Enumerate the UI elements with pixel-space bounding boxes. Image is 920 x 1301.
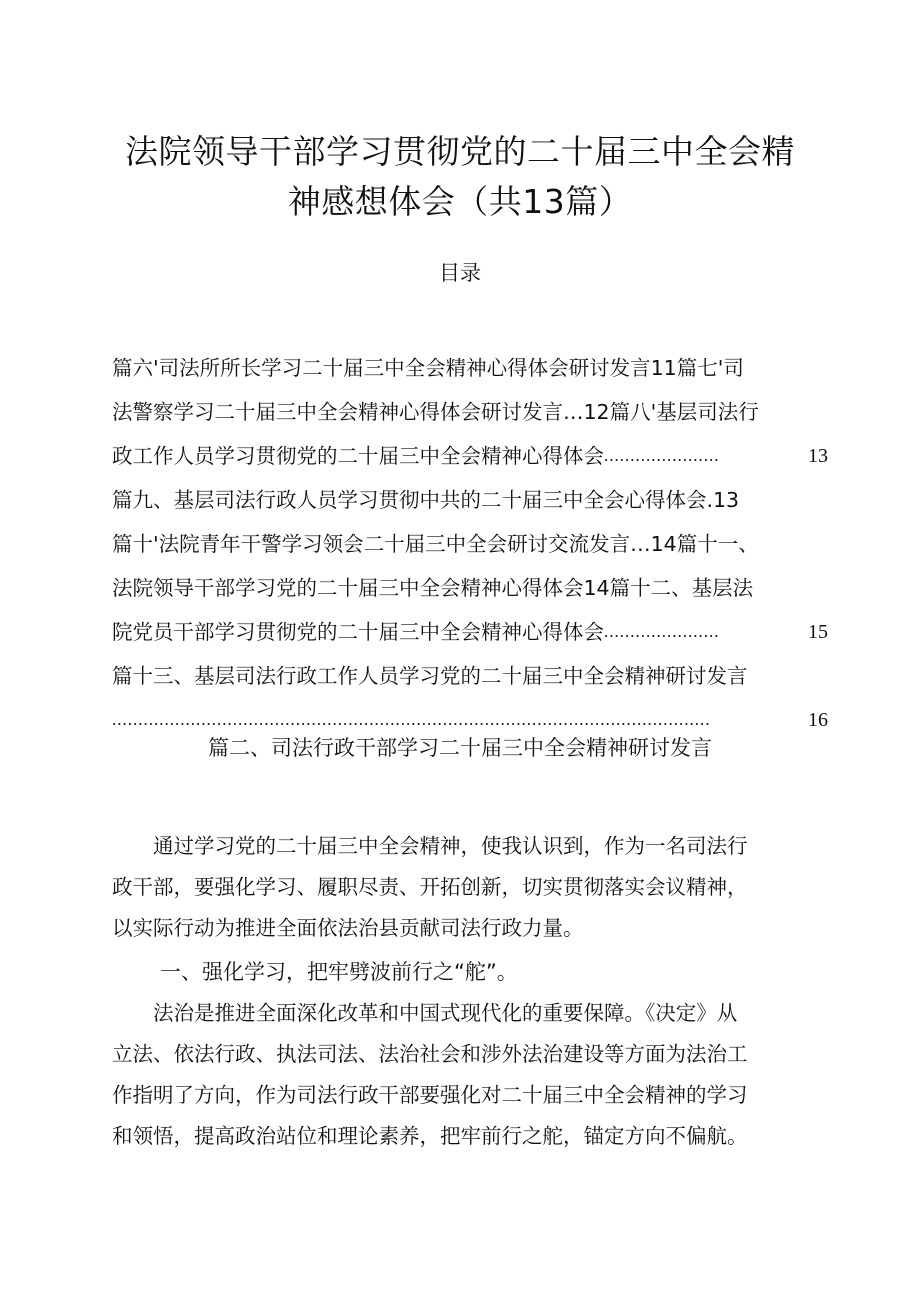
toc-dot-leader: ......................: [604, 446, 720, 465]
toc-line: [112, 522, 828, 566]
toc-line-text: 法警察学习二十届三中全会精神心得体会研讨发言…12篇八'基层司法行: [112, 400, 759, 424]
toc-line: [112, 478, 828, 522]
paragraph-line: 和领悟，提高政治站位和理论素养，把牢前行之舵，锚定方向不偏航。: [112, 1124, 748, 1148]
document-title-line-1: 法院领导干部学习贯彻党的二十届三中全会精: [125, 132, 795, 171]
table-of-contents: [112, 346, 828, 742]
toc-line-text: 篇十'法院青年干警学习领会二十届三中全会研讨交流发言…14篇十一、: [112, 532, 759, 556]
toc-line: [112, 434, 828, 478]
sub-heading: 一、强化学习，把牢劈波前行之“舵”。: [160, 960, 518, 984]
paragraph-intro: [112, 826, 834, 949]
toc-line: [112, 390, 828, 434]
toc-line-text: 篇九、基层司法行政人员学习贯彻中共的二十届三中全会心得体会.13: [112, 488, 740, 512]
paragraph-line: 以实际行动为推进全面依法治县贡献司法行政力量。: [112, 916, 584, 940]
toc-line-text: 篇十三、基层司法行政工作人员学习党的二十届三中全会精神研讨发言: [112, 664, 748, 688]
paragraph-line: 作指明了方向，作为司法行政干部要强化对二十届三中全会精神的学习: [112, 1083, 748, 1107]
toc-page-number: 13: [808, 445, 828, 467]
paragraph-line: 立法、依法行政、执法司法、法治社会和涉外法治建设等方面为法治工: [112, 1042, 748, 1066]
toc-line-text: 政工作人员学习贯彻党的二十届三中全会精神心得体会: [112, 444, 604, 468]
paragraph-line: 法治是推进全面深化改革和中国式现代化的重要保障。《决定》从: [153, 1001, 738, 1025]
toc-line: [112, 610, 828, 654]
document-title-line-2: 神感想体会（共13篇）: [287, 182, 633, 221]
toc-line-text: 院党员干部学习贯彻党的二十届三中全会精神心得体会: [112, 620, 604, 644]
toc-dot-leader: ......................: [604, 622, 720, 641]
toc-page-number: 15: [808, 621, 828, 643]
toc-dot-leader: ..................................................................................................................: [112, 710, 711, 729]
toc-line-text: 篇六'司法所所长学习二十届三中全会精神心得体会研讨发言11篇七'司: [112, 356, 744, 380]
toc-page-number: 16: [808, 709, 828, 731]
toc-heading: 目录: [439, 261, 481, 285]
toc-line: [112, 654, 828, 698]
paragraph-body: [112, 993, 834, 1157]
toc-line-text: 法院领导干部学习党的二十届三中全会精神心得体会14篇十二、基层法: [112, 576, 754, 600]
toc-line: [112, 346, 828, 390]
section-title: 篇二、司法行政干部学习二十届三中全会精神研讨发言: [208, 736, 712, 760]
toc-line: [112, 566, 828, 610]
paragraph-line: 通过学习党的二十届三中全会精神，使我认识到，作为一名司法行: [153, 834, 748, 858]
paragraph-line: 政干部，要强化学习、履职尽责、开拓创新，切实贯彻落实会议精神，: [112, 875, 748, 899]
